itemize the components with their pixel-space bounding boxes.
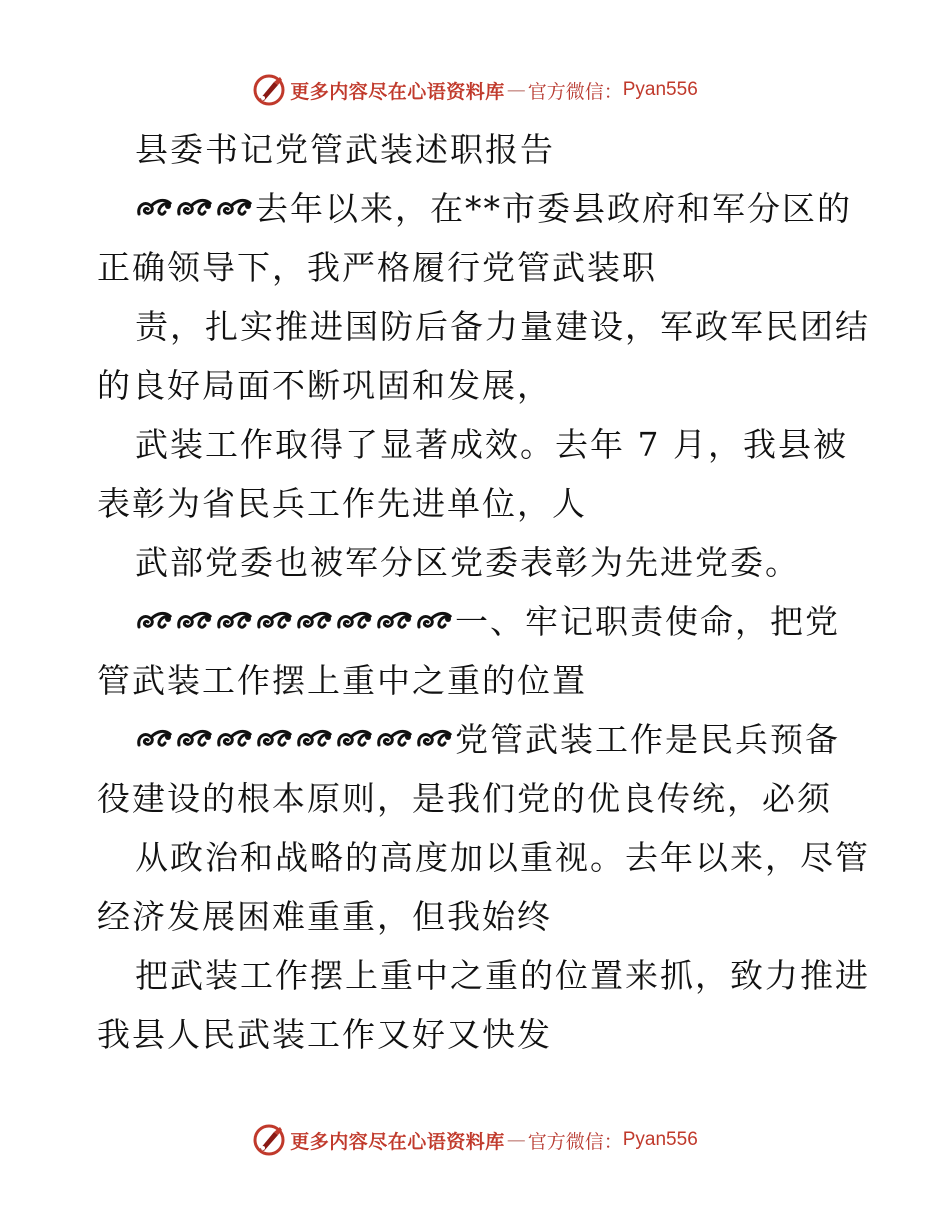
curl-glyph	[139, 731, 171, 745]
curl-glyph	[179, 200, 211, 214]
feather-pen-logo-icon	[252, 1123, 286, 1157]
curl-glyph	[259, 613, 291, 627]
paragraph-line: 正确领导下，我严格履行党管武装职	[97, 248, 657, 287]
curl-glyph	[179, 731, 211, 745]
curl-glyph	[259, 731, 291, 745]
header-banner	[0, 70, 950, 110]
paragraph-line: 责，扎实推进国防后备力量建设，军政军民团结	[135, 307, 870, 346]
document-title: 县委书记党管武装述职报告	[135, 130, 555, 169]
banner-wechat-label: 官方微信：	[527, 1130, 623, 1153]
banner-dash: —	[506, 1129, 526, 1151]
curl-ornament-icon	[135, 710, 455, 769]
curl-glyph	[219, 200, 251, 214]
paragraph-line: 党管武装工作是民兵预备	[97, 710, 857, 769]
banner-main-text: 更多内容尽在心语资料库	[290, 1130, 505, 1153]
curl-glyph	[299, 613, 331, 627]
curl-glyph	[219, 731, 251, 745]
curl-ornament-icon	[135, 179, 255, 238]
paragraph-line: 表彰为省民兵工作先进单位，人	[97, 484, 587, 523]
curl-ornament-icon	[135, 592, 455, 651]
curl-glyph	[339, 731, 371, 745]
section-heading-line: 一、牢记职责使命，把党	[97, 592, 857, 651]
paragraph-line: 武装工作取得了显著成效。去年 7 月，我县被	[135, 425, 848, 464]
banner-wechat-id: Pyan556	[622, 79, 698, 100]
footer-banner	[0, 1120, 950, 1160]
banner-wechat-label: 官方微信：	[527, 80, 623, 103]
curl-glyph	[179, 613, 211, 627]
curl-glyph	[419, 613, 451, 627]
banner-dash: —	[506, 79, 526, 101]
paragraph-line: 经济发展困难重重，但我始终	[97, 897, 552, 936]
paragraph-line: 我县人民武装工作又好又快发	[97, 1015, 552, 1054]
document-body	[97, 120, 870, 1064]
paragraph-line: 的良好局面不断巩固和发展，	[97, 366, 552, 405]
paragraph-line: 把武装工作摆上重中之重的位置来抓，致力推进	[135, 956, 870, 995]
banner-wechat-id: Pyan556	[622, 1129, 698, 1150]
curl-glyph	[419, 731, 451, 745]
paragraph-line: 役建设的根本原则，是我们党的优良传统，必须	[97, 779, 832, 818]
curl-glyph	[379, 613, 411, 627]
curl-glyph	[299, 731, 331, 745]
paragraph-line: 武部党委也被军分区党委表彰为先进党委。	[135, 543, 800, 582]
curl-glyph	[379, 731, 411, 745]
curl-glyph	[219, 613, 251, 627]
banner-main-text: 更多内容尽在心语资料库	[290, 80, 505, 103]
paragraph-line: 去年以来，在**市委县政府和军分区的	[97, 179, 857, 238]
paragraph-line: 从政治和战略的高度加以重视。去年以来，尽管	[135, 838, 870, 877]
curl-glyph	[339, 613, 371, 627]
curl-glyph	[139, 200, 171, 214]
feather-pen-logo-icon	[252, 73, 286, 107]
section-heading-line: 管武装工作摆上重中之重的位置	[97, 661, 587, 700]
curl-glyph	[139, 613, 171, 627]
